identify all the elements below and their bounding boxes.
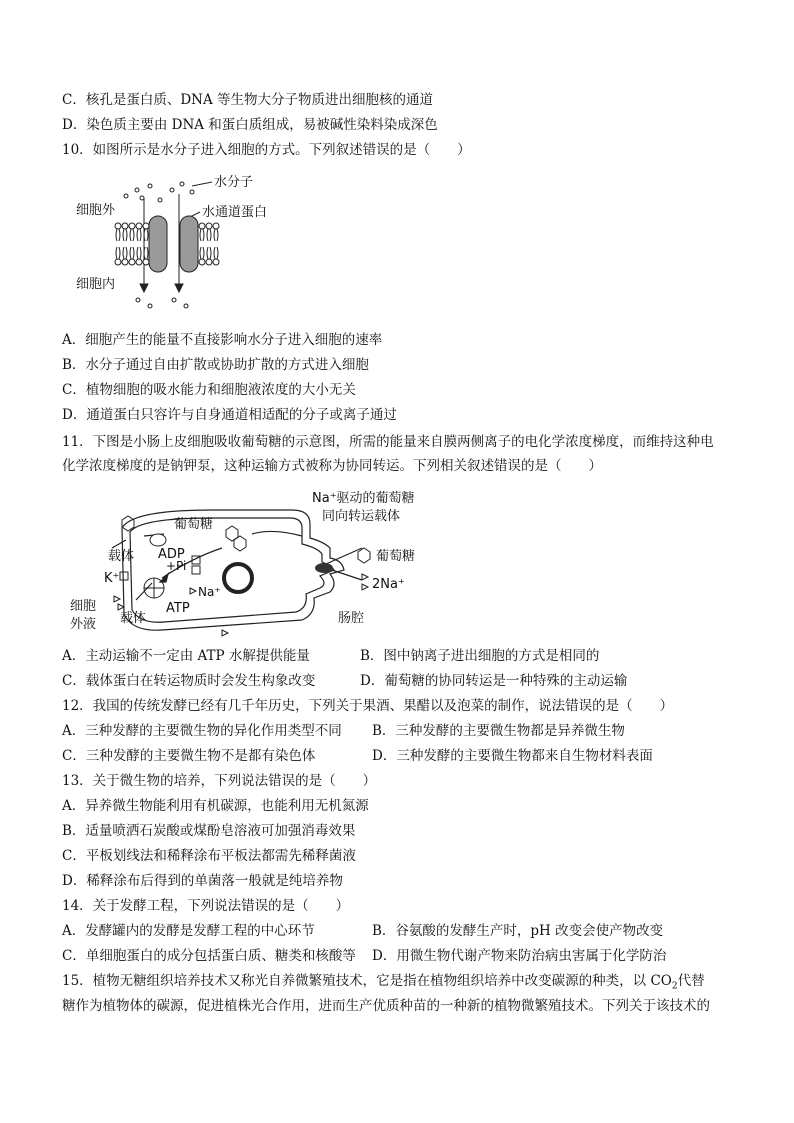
- label-na-right: 2Na⁺: [372, 577, 405, 592]
- lipid-head: [206, 223, 212, 229]
- option-a-q11: A．主动运输不一定由 ATP 水解提供能量: [62, 648, 310, 664]
- lipid-tail: [214, 247, 218, 259]
- co2-subscript: 2: [671, 981, 678, 992]
- question-15-text-b: 代替: [677, 973, 705, 989]
- option-c-q12: C．三种发酵的主要微生物不是都有染色体: [62, 748, 316, 764]
- option-d-q9: D．染色质主要由 DNA 和蛋白质组成，易被碱性染料染成深色: [62, 117, 438, 133]
- question-15-line1: [62, 971, 705, 997]
- label-na-left: Na⁺: [198, 585, 221, 599]
- water-channel-diagram: [62, 168, 322, 318]
- glucose-cotransport-diagram: [62, 488, 462, 638]
- lipid-tail: [200, 247, 204, 259]
- option-a-q14: A．发酵罐内的发酵是发酵工程的中心环节: [62, 923, 315, 939]
- lipid-head: [206, 259, 212, 265]
- option-b-q14: B．谷氨酸的发酵生产时，pH 改变会使产物改变: [372, 923, 664, 939]
- question-13: 13．关于微生物的培养，下列说法错误的是（ ）: [62, 773, 377, 789]
- lipid-tail: [207, 247, 211, 259]
- option-d-q13: D．稀释涂布后得到的单菌落一般就是纯培养物: [62, 873, 343, 889]
- lipid-head: [115, 259, 121, 265]
- lipid-head: [143, 259, 149, 265]
- lipid-head: [199, 259, 205, 265]
- option-d-q10: D．通道蛋白只容许与自身通道相适配的分子或离子通过: [62, 407, 397, 423]
- label-symporter-2: 同向转运载体: [322, 509, 401, 524]
- question-15-text-a: 15．植物无糖组织培养技术又称光自养微繁殖技术，它是指在植物组织培养中改变碳源的种类，以 CO: [62, 973, 672, 989]
- label-outside: 细胞外: [76, 203, 116, 218]
- label-carrier-top: 载体: [108, 549, 135, 564]
- lipid-head: [129, 223, 135, 229]
- lipid-tail: [123, 229, 127, 241]
- lipid-tail: [137, 247, 141, 259]
- lipid-head: [199, 223, 205, 229]
- option-c-q13: C．平板划线法和稀释涂布平板法都需先稀释菌液: [62, 848, 356, 864]
- lipid-tail: [116, 247, 120, 259]
- lipid-head: [213, 223, 219, 229]
- lipid-head: [143, 223, 149, 229]
- lipid-head: [129, 259, 135, 265]
- question-11-line1: 11．下图是小肠上皮细胞吸收葡萄糖的示意图，所需的能量来自膜两侧离子的电化学浓度梯度，而维持这种电: [62, 434, 714, 450]
- option-b-q12: B．三种发酵的主要微生物都是异养微生物: [372, 723, 625, 739]
- lipid-head: [115, 223, 121, 229]
- option-d-q12: D．三种发酵的主要微生物都来自生物材料表面: [372, 748, 653, 764]
- lipid-tail: [137, 229, 141, 241]
- lipid-tail: [144, 247, 148, 259]
- label-inside: 细胞内: [76, 277, 116, 292]
- option-c-q11: C．载体蛋白在转运物质时会发生构象改变: [62, 673, 316, 689]
- label-water: 水分子: [214, 175, 254, 190]
- label-pi: +Pi: [166, 559, 187, 573]
- lipid-tail: [130, 247, 134, 259]
- label-lumen: 肠腔: [338, 611, 365, 626]
- label-adp: ADP: [158, 547, 185, 562]
- label-symporter-1: Na⁺驱动的葡萄糖: [312, 491, 415, 506]
- question-15-line2: 糖作为植物体的碳源，促进植株光合作用，进而生产优质种苗的一种新的植物微繁殖技术。下列关于该技术的: [62, 998, 710, 1014]
- question-11-line2: 化学浓度梯度的是钠钾泵，这种运输方式被称为协同转运。下列相关叙述错误的是（ ）: [62, 458, 602, 474]
- option-b-q10: B．水分子通过自由扩散或协助扩散的方式进入细胞: [62, 357, 369, 373]
- label-atp: ATP: [166, 601, 190, 616]
- lipid-tail: [214, 229, 218, 241]
- lipid-tail: [207, 229, 211, 241]
- option-a-q10: A．细胞产生的能量不直接影响水分子进入细胞的速率: [62, 332, 383, 348]
- lipid-head: [122, 223, 128, 229]
- label-ecf-2: 外液: [70, 617, 97, 632]
- option-c-q14: C．单细胞蛋白的成分包括蛋白质、糖类和核酸等: [62, 948, 356, 964]
- lipid-tail: [144, 229, 148, 241]
- label-ecf-1: 细胞: [70, 599, 97, 614]
- label-k: K⁺: [104, 571, 120, 586]
- option-a-q13: A．异养微生物能利用有机碳源，也能利用无机氮源: [62, 798, 369, 814]
- lipid-tail: [116, 229, 120, 241]
- option-c-q9: C．核孔是蛋白质、DNA 等生物大分子物质进出细胞核的通道: [62, 92, 434, 108]
- option-d-q11: D．葡萄糖的协同转运是一种特殊的主动运输: [360, 673, 628, 689]
- lipid-tail: [130, 229, 134, 241]
- lipid-head: [136, 259, 142, 265]
- lipid-tail: [123, 247, 127, 259]
- option-a-q12: A．三种发酵的主要微生物的异化作用类型不同: [62, 723, 342, 739]
- label-channel-protein: 水通道蛋白: [202, 205, 268, 220]
- question-12: 12．我国的传统发酵已经有几千年历史，下列关于果酒、果醋以及泡菜的制作，说法错误的是（ ）: [62, 698, 674, 714]
- option-b-q11: B．图中钠离子进出细胞的方式是相同的: [360, 648, 600, 664]
- question-14: 14．关于发酵工程，下列说法错误的是（ ）: [62, 898, 350, 914]
- option-b-q13: B．适量喷洒石炭酸或煤酚皂溶液可加强消毒效果: [62, 823, 356, 839]
- question-10: 10．如图所示是水分子进入细胞的方式。下列叙述错误的是（ ）: [62, 142, 471, 158]
- lipid-head: [122, 259, 128, 265]
- option-c-q10: C．植物细胞的吸水能力和细胞液浓度的大小无关: [62, 382, 356, 398]
- label-glucose-top: 葡萄糖: [174, 517, 214, 532]
- option-d-q14: D．用微生物代谢产物来防治病虫害属于化学防治: [372, 948, 667, 964]
- label-carrier-bottom: 载体: [120, 611, 147, 626]
- lipid-head: [136, 223, 142, 229]
- label-glucose-right: 葡萄糖: [376, 549, 416, 564]
- lipid-head: [213, 259, 219, 265]
- lipid-tail: [200, 229, 204, 241]
